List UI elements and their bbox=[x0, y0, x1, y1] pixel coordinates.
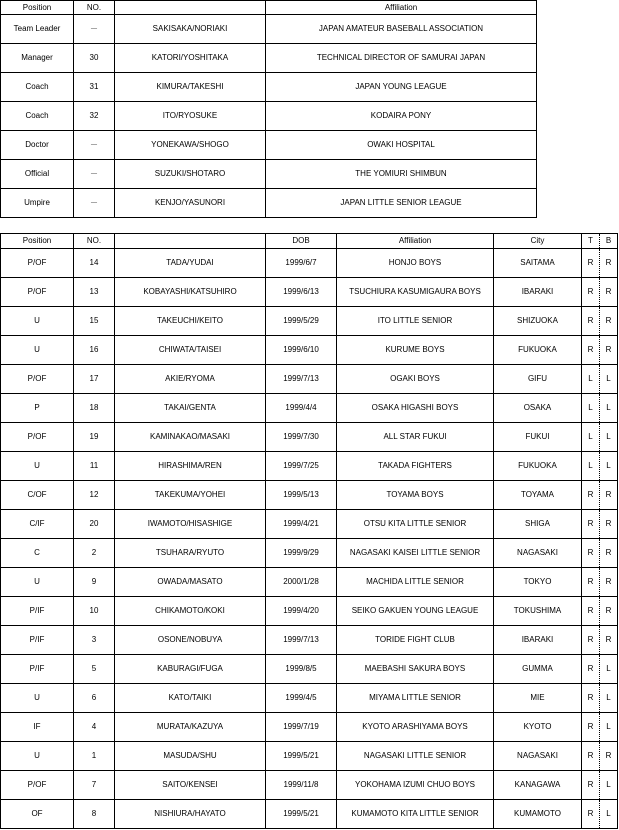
player-city-cell: NAGASAKI bbox=[494, 742, 582, 771]
player-header-dob: DOB bbox=[266, 234, 337, 249]
staff-position-cell: Coach bbox=[1, 73, 74, 102]
player-affiliation-cell: SEIKO GAKUEN YOUNG LEAGUE bbox=[337, 597, 494, 626]
player-header-no: NO. bbox=[74, 234, 115, 249]
player-name-cell: CHIKAMOTO/KOKI bbox=[115, 597, 266, 626]
player-throws-cell: R bbox=[582, 597, 600, 626]
player-dob-cell: 1999/9/29 bbox=[266, 539, 337, 568]
player-throws-cell: L bbox=[582, 365, 600, 394]
player-position-cell: P bbox=[1, 394, 74, 423]
player-affiliation-cell: NAGASAKI KAISEI LITTLE SENIOR bbox=[337, 539, 494, 568]
player-dob-cell: 1999/7/19 bbox=[266, 713, 337, 742]
player-affiliation-cell: TOYAMA BOYS bbox=[337, 481, 494, 510]
staff-header-no: NO. bbox=[74, 1, 115, 15]
player-position-cell: P/IF bbox=[1, 655, 74, 684]
player-bats-cell: L bbox=[600, 394, 618, 423]
player-row bbox=[1, 800, 618, 829]
player-affiliation-cell: OGAKI BOYS bbox=[337, 365, 494, 394]
player-header-name bbox=[115, 234, 266, 249]
staff-number-cell: － bbox=[74, 15, 115, 44]
player-city-cell: KUMAMOTO bbox=[494, 800, 582, 829]
player-affiliation-cell: OSAKA HIGASHI BOYS bbox=[337, 394, 494, 423]
player-number-cell: 7 bbox=[74, 771, 115, 800]
player-name-cell: SAITO/KENSEI bbox=[115, 771, 266, 800]
player-row bbox=[1, 655, 618, 684]
player-dob-cell: 1999/4/4 bbox=[266, 394, 337, 423]
player-throws-cell: L bbox=[582, 423, 600, 452]
player-number-cell: 13 bbox=[74, 278, 115, 307]
player-position-cell: U bbox=[1, 568, 74, 597]
staff-row bbox=[1, 160, 537, 189]
player-row bbox=[1, 568, 618, 597]
player-row bbox=[1, 771, 618, 800]
player-bats-cell: L bbox=[600, 655, 618, 684]
player-throws-cell: R bbox=[582, 510, 600, 539]
player-name-cell: KATO/TAIKI bbox=[115, 684, 266, 713]
player-position-cell: U bbox=[1, 684, 74, 713]
player-position-cell: C/OF bbox=[1, 481, 74, 510]
player-bats-cell: R bbox=[600, 539, 618, 568]
player-throws-cell: R bbox=[582, 655, 600, 684]
player-city-cell: IBARAKI bbox=[494, 278, 582, 307]
player-bats-cell: R bbox=[600, 481, 618, 510]
player-affiliation-cell: KUMAMOTO KITA LITTLE SENIOR bbox=[337, 800, 494, 829]
player-throws-cell: L bbox=[582, 394, 600, 423]
staff-number-cell: 30 bbox=[74, 44, 115, 73]
staff-row bbox=[1, 15, 537, 44]
player-name-cell: KOBAYASHI/KATSUHIRO bbox=[115, 278, 266, 307]
player-position-cell: U bbox=[1, 452, 74, 481]
player-city-cell: GUMMA bbox=[494, 655, 582, 684]
player-affiliation-cell: KYOTO ARASHIYAMA BOYS bbox=[337, 713, 494, 742]
staff-header-affiliation: Affiliation bbox=[266, 1, 537, 15]
player-position-cell: IF bbox=[1, 713, 74, 742]
player-number-cell: 11 bbox=[74, 452, 115, 481]
player-dob-cell: 1999/5/29 bbox=[266, 307, 337, 336]
player-header-throws: T bbox=[582, 234, 600, 249]
player-position-cell: OF bbox=[1, 800, 74, 829]
player-city-cell: FUKUOKA bbox=[494, 336, 582, 365]
player-row bbox=[1, 742, 618, 771]
staff-name-cell: KENJO/YASUNORI bbox=[115, 189, 266, 218]
staff-row bbox=[1, 73, 537, 102]
player-city-cell: MIE bbox=[494, 684, 582, 713]
player-position-cell: P/IF bbox=[1, 626, 74, 655]
player-position-cell: P/IF bbox=[1, 597, 74, 626]
player-throws-cell: R bbox=[582, 249, 600, 278]
player-bats-cell: L bbox=[600, 423, 618, 452]
player-name-cell: TSUHARA/RYUTO bbox=[115, 539, 266, 568]
player-position-cell: C bbox=[1, 539, 74, 568]
player-table bbox=[0, 233, 618, 829]
staff-row bbox=[1, 102, 537, 131]
player-number-cell: 2 bbox=[74, 539, 115, 568]
player-number-cell: 20 bbox=[74, 510, 115, 539]
staff-affiliation-cell: KODAIRA PONY bbox=[266, 102, 537, 131]
player-affiliation-cell: MIYAMA LITTLE SENIOR bbox=[337, 684, 494, 713]
player-number-cell: 12 bbox=[74, 481, 115, 510]
player-row bbox=[1, 539, 618, 568]
player-bats-cell: R bbox=[600, 336, 618, 365]
player-affiliation-cell: TAKADA FIGHTERS bbox=[337, 452, 494, 481]
player-bats-cell: L bbox=[600, 365, 618, 394]
player-number-cell: 6 bbox=[74, 684, 115, 713]
player-dob-cell: 1999/5/13 bbox=[266, 481, 337, 510]
player-bats-cell: R bbox=[600, 510, 618, 539]
player-row bbox=[1, 510, 618, 539]
player-number-cell: 3 bbox=[74, 626, 115, 655]
player-city-cell: OSAKA bbox=[494, 394, 582, 423]
player-name-cell: KAMINAKAO/MASAKI bbox=[115, 423, 266, 452]
player-throws-cell: R bbox=[582, 713, 600, 742]
player-city-cell: SHIGA bbox=[494, 510, 582, 539]
player-city-cell: TOKUSHIMA bbox=[494, 597, 582, 626]
player-name-cell: AKIE/RYOMA bbox=[115, 365, 266, 394]
staff-number-cell: － bbox=[74, 160, 115, 189]
player-name-cell: TAKEUCHI/KEITO bbox=[115, 307, 266, 336]
player-dob-cell: 1999/11/8 bbox=[266, 771, 337, 800]
player-city-cell: SHIZUOKA bbox=[494, 307, 582, 336]
player-dob-cell: 1999/5/21 bbox=[266, 742, 337, 771]
player-row bbox=[1, 626, 618, 655]
player-name-cell: OSONE/NOBUYA bbox=[115, 626, 266, 655]
staff-number-cell: － bbox=[74, 189, 115, 218]
player-number-cell: 9 bbox=[74, 568, 115, 597]
player-name-cell: HIRASHIMA/REN bbox=[115, 452, 266, 481]
player-affiliation-cell: KURUME BOYS bbox=[337, 336, 494, 365]
player-dob-cell: 1999/8/5 bbox=[266, 655, 337, 684]
player-bats-cell: R bbox=[600, 597, 618, 626]
player-name-cell: TADA/YUDAI bbox=[115, 249, 266, 278]
player-row bbox=[1, 684, 618, 713]
player-throws-cell: R bbox=[582, 800, 600, 829]
player-affiliation-cell: ALL STAR FUKUI bbox=[337, 423, 494, 452]
player-bats-cell: L bbox=[600, 771, 618, 800]
player-number-cell: 19 bbox=[74, 423, 115, 452]
player-name-cell: IWAMOTO/HISASHIGE bbox=[115, 510, 266, 539]
player-dob-cell: 1999/7/30 bbox=[266, 423, 337, 452]
staff-row bbox=[1, 131, 537, 160]
player-position-cell: P/OF bbox=[1, 423, 74, 452]
player-dob-cell: 1999/4/21 bbox=[266, 510, 337, 539]
player-dob-cell: 1999/6/7 bbox=[266, 249, 337, 278]
player-dob-cell: 1999/6/10 bbox=[266, 336, 337, 365]
player-bats-cell: L bbox=[600, 713, 618, 742]
player-row bbox=[1, 481, 618, 510]
player-bats-cell: L bbox=[600, 452, 618, 481]
player-row bbox=[1, 365, 618, 394]
player-dob-cell: 1999/7/13 bbox=[266, 626, 337, 655]
staff-name-cell: KATORI/YOSHITAKA bbox=[115, 44, 266, 73]
player-position-cell: P/OF bbox=[1, 278, 74, 307]
player-number-cell: 1 bbox=[74, 742, 115, 771]
player-bats-cell: R bbox=[600, 568, 618, 597]
player-number-cell: 18 bbox=[74, 394, 115, 423]
player-position-cell: P/OF bbox=[1, 365, 74, 394]
player-throws-cell: R bbox=[582, 278, 600, 307]
player-city-cell: KANAGAWA bbox=[494, 771, 582, 800]
player-header-row bbox=[1, 234, 618, 249]
staff-affiliation-cell: TECHNICAL DIRECTOR OF SAMURAI JAPAN bbox=[266, 44, 537, 73]
player-throws-cell: R bbox=[582, 307, 600, 336]
staff-row bbox=[1, 44, 537, 73]
staff-name-cell: SUZUKI/SHOTARO bbox=[115, 160, 266, 189]
player-row bbox=[1, 452, 618, 481]
staff-position-cell: Team Leader bbox=[1, 15, 74, 44]
player-bats-cell: R bbox=[600, 249, 618, 278]
staff-number-cell: 31 bbox=[74, 73, 115, 102]
staff-position-cell: Official bbox=[1, 160, 74, 189]
player-affiliation-cell: MACHIDA LITTLE SENIOR bbox=[337, 568, 494, 597]
player-row bbox=[1, 713, 618, 742]
player-dob-cell: 2000/1/28 bbox=[266, 568, 337, 597]
player-city-cell: SAITAMA bbox=[494, 249, 582, 278]
player-position-cell: P/OF bbox=[1, 249, 74, 278]
player-name-cell: KABURAGI/FUGA bbox=[115, 655, 266, 684]
player-number-cell: 16 bbox=[74, 336, 115, 365]
player-throws-cell: R bbox=[582, 568, 600, 597]
player-row bbox=[1, 249, 618, 278]
player-name-cell: TAKEKUMA/YOHEI bbox=[115, 481, 266, 510]
player-header-affiliation: Affiliation bbox=[337, 234, 494, 249]
staff-number-cell: 32 bbox=[74, 102, 115, 131]
player-position-cell: U bbox=[1, 336, 74, 365]
player-number-cell: 10 bbox=[74, 597, 115, 626]
player-affiliation-cell: TORIDE FIGHT CLUB bbox=[337, 626, 494, 655]
player-city-cell: TOYAMA bbox=[494, 481, 582, 510]
player-name-cell: NISHIURA/HAYATO bbox=[115, 800, 266, 829]
player-affiliation-cell: NAGASAKI LITTLE SENIOR bbox=[337, 742, 494, 771]
player-city-cell: GIFU bbox=[494, 365, 582, 394]
player-city-cell: NAGASAKI bbox=[494, 539, 582, 568]
staff-name-cell: KIMURA/TAKESHI bbox=[115, 73, 266, 102]
player-dob-cell: 1999/4/5 bbox=[266, 684, 337, 713]
player-name-cell: CHIWATA/TAISEI bbox=[115, 336, 266, 365]
player-row bbox=[1, 394, 618, 423]
player-affiliation-cell: HONJO BOYS bbox=[337, 249, 494, 278]
staff-name-cell: ITO/RYOSUKE bbox=[115, 102, 266, 131]
player-number-cell: 8 bbox=[74, 800, 115, 829]
player-position-cell: C/IF bbox=[1, 510, 74, 539]
player-throws-cell: R bbox=[582, 539, 600, 568]
player-affiliation-cell: ITO LITTLE SENIOR bbox=[337, 307, 494, 336]
player-position-cell: U bbox=[1, 307, 74, 336]
player-city-cell: TOKYO bbox=[494, 568, 582, 597]
player-name-cell: OWADA/MASATO bbox=[115, 568, 266, 597]
player-city-cell: KYOTO bbox=[494, 713, 582, 742]
player-row bbox=[1, 278, 618, 307]
staff-affiliation-cell: JAPAN YOUNG LEAGUE bbox=[266, 73, 537, 102]
staff-name-cell: SAKISAKA/NORIAKI bbox=[115, 15, 266, 44]
staff-position-cell: Coach bbox=[1, 102, 74, 131]
player-dob-cell: 1999/7/13 bbox=[266, 365, 337, 394]
player-affiliation-cell: MAEBASHI SAKURA BOYS bbox=[337, 655, 494, 684]
staff-name-cell: YONEKAWA/SHOGO bbox=[115, 131, 266, 160]
player-city-cell: FUKUI bbox=[494, 423, 582, 452]
staff-affiliation-cell: JAPAN LITTLE SENIOR LEAGUE bbox=[266, 189, 537, 218]
staff-position-cell: Umpire bbox=[1, 189, 74, 218]
player-dob-cell: 1999/5/21 bbox=[266, 800, 337, 829]
player-city-cell: FUKUOKA bbox=[494, 452, 582, 481]
player-city-cell: IBARAKI bbox=[494, 626, 582, 655]
player-row bbox=[1, 336, 618, 365]
staff-header-row bbox=[1, 1, 537, 15]
player-number-cell: 15 bbox=[74, 307, 115, 336]
player-throws-cell: L bbox=[582, 452, 600, 481]
staff-position-cell: Doctor bbox=[1, 131, 74, 160]
player-number-cell: 17 bbox=[74, 365, 115, 394]
player-number-cell: 4 bbox=[74, 713, 115, 742]
player-row bbox=[1, 423, 618, 452]
player-number-cell: 14 bbox=[74, 249, 115, 278]
player-row bbox=[1, 597, 618, 626]
player-throws-cell: R bbox=[582, 771, 600, 800]
staff-position-cell: Manager bbox=[1, 44, 74, 73]
staff-row bbox=[1, 189, 537, 218]
player-affiliation-cell: YOKOHAMA IZUMI CHUO BOYS bbox=[337, 771, 494, 800]
player-throws-cell: R bbox=[582, 742, 600, 771]
player-name-cell: MASUDA/SHU bbox=[115, 742, 266, 771]
player-name-cell: MURATA/KAZUYA bbox=[115, 713, 266, 742]
staff-affiliation-cell: JAPAN AMATEUR BASEBALL ASSOCIATION bbox=[266, 15, 537, 44]
player-bats-cell: L bbox=[600, 800, 618, 829]
player-throws-cell: R bbox=[582, 626, 600, 655]
player-position-cell: U bbox=[1, 742, 74, 771]
player-throws-cell: R bbox=[582, 481, 600, 510]
staff-header-name bbox=[115, 1, 266, 15]
player-number-cell: 5 bbox=[74, 655, 115, 684]
player-affiliation-cell: OTSU KITA LITTLE SENIOR bbox=[337, 510, 494, 539]
player-dob-cell: 1999/7/25 bbox=[266, 452, 337, 481]
staff-number-cell: － bbox=[74, 131, 115, 160]
player-throws-cell: R bbox=[582, 336, 600, 365]
player-header-city: City bbox=[494, 234, 582, 249]
player-position-cell: P/OF bbox=[1, 771, 74, 800]
player-affiliation-cell: TSUCHIURA KASUMIGAURA BOYS bbox=[337, 278, 494, 307]
player-header-position: Position bbox=[1, 234, 74, 249]
staff-affiliation-cell: OWAKI HOSPITAL bbox=[266, 131, 537, 160]
player-bats-cell: R bbox=[600, 278, 618, 307]
player-bats-cell: L bbox=[600, 684, 618, 713]
player-bats-cell: R bbox=[600, 307, 618, 336]
staff-header-position: Position bbox=[1, 1, 74, 15]
player-row bbox=[1, 307, 618, 336]
player-dob-cell: 1999/4/20 bbox=[266, 597, 337, 626]
player-bats-cell: R bbox=[600, 626, 618, 655]
staff-table bbox=[0, 0, 537, 218]
player-name-cell: TAKAI/GENTA bbox=[115, 394, 266, 423]
staff-affiliation-cell: THE YOMIURI SHIMBUN bbox=[266, 160, 537, 189]
player-header-bats: B bbox=[600, 234, 618, 249]
player-bats-cell: R bbox=[600, 742, 618, 771]
player-throws-cell: R bbox=[582, 684, 600, 713]
player-dob-cell: 1999/6/13 bbox=[266, 278, 337, 307]
